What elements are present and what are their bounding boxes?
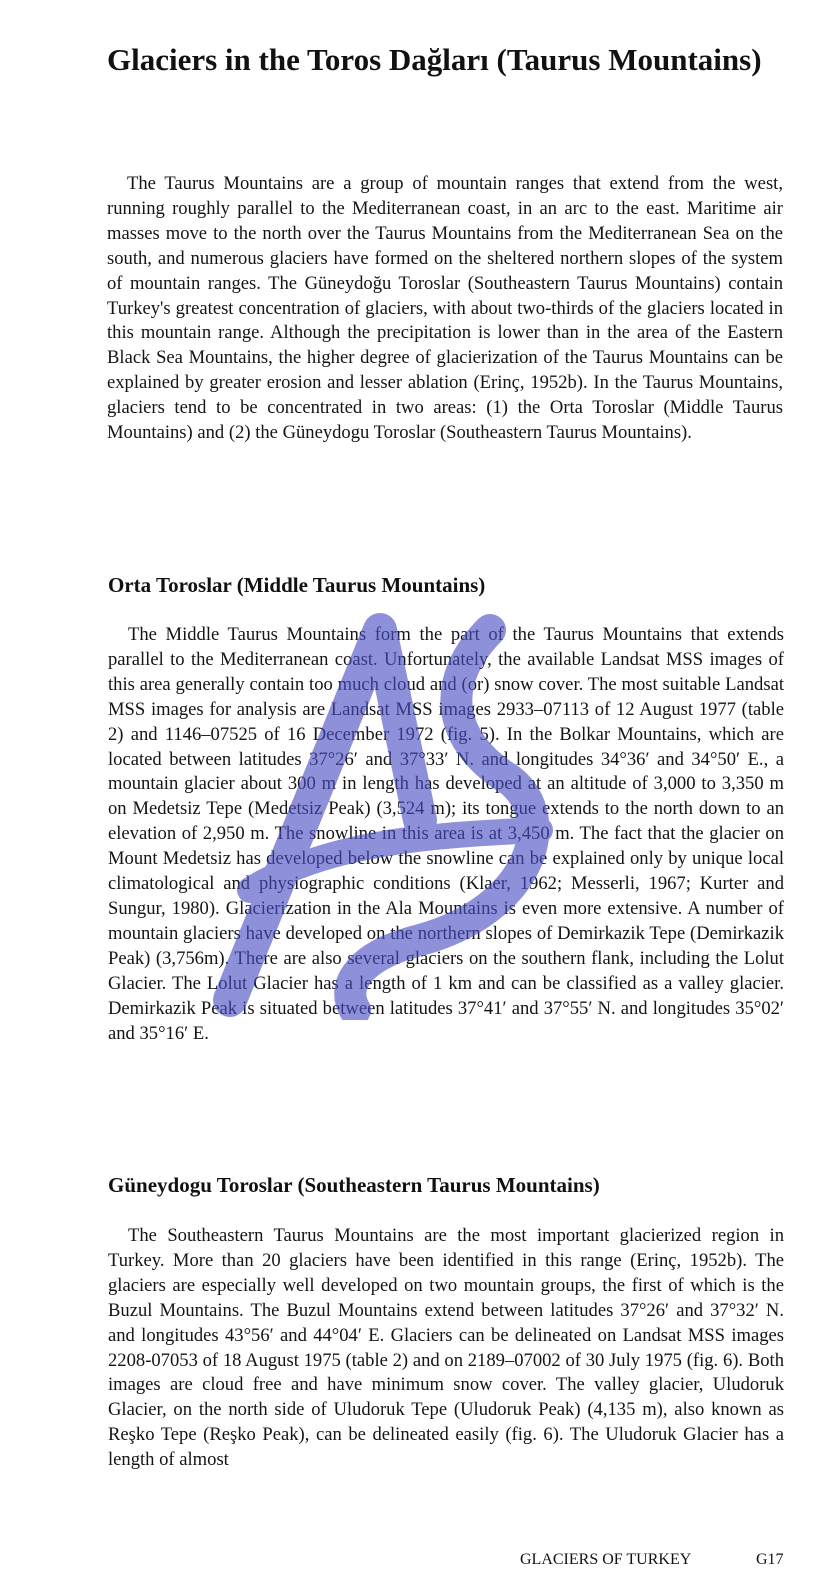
- section-heading-guneydogu-toroslar: Güneydogu Toroslar (Southeastern Taurus Mountains): [108, 1173, 600, 1197]
- section-heading-orta-toroslar: Orta Toroslar (Middle Taurus Mountains): [108, 573, 486, 597]
- guneydogu-toroslar-paragraph: The Southeastern Taurus Mountains are the most important glacierized region in Turkey. More than 20 glaciers have been identified in this range (Erinç, 1952b). The glaciers are especially well developed on two mountain groups, the first of which is the Buzul Mountains. The Buzul Mountains extend between latitudes 37°26′ and 37°32′ N. and longitudes 43°56′ and 44°04′ E. Glaciers can be delineated on Landsat MSS images 2208-07053 of 18 August 1975 (table 2) and on 2189–07002 of 30 July 1975 (fig. 6). Both images are cloud free and have minimum snow cover. The valley glacier, Uludoruk Glacier, on the north side of Uludoruk Tepe (Uludoruk Peak) (4,135 m), also known as Reşko Tepe (Reşko Peak), can be delineated easily (fig. 6). The Uludoruk Glacier has a length of almost: [108, 1225, 784, 1471]
- intro-paragraph: The Taurus Mountains are a group of mountain ranges that extend from the west, running roughly parallel to the Mediterranean coast, in an arc to the east. Maritime air masses move to the north over the Taurus Mountains from the Mediterranean Sea on the south, and numerous glaciers have formed on the sheltered northern slopes of the system of mountain ranges. The Güneydoğu Toroslar (Southeastern Taurus Mountains) contain Turkey's greatest concentration of glaciers, with about two-thirds of the glaciers located in this mountain range. Although the precipitation is lower than in the area of the Eastern Black Sea Mountains, the higher degree of glacierization of the Taurus Mountains can be explained by greater erosion and lesser ablation (Erinç, 1952b). In the Taurus Mountains, glaciers tend to be concentrated in two areas: (1) the Orta Toroslar (Middle Taurus Mountains) and (2) the Güneydogu Toroslar (Southeastern Taurus Mountains).: [107, 173, 783, 444]
- footer-title: GLACIERS OF TURKEY: [520, 1551, 692, 1568]
- orta-toroslar-paragraph: The Middle Taurus Mountains form the part of the Taurus Mountains that extends parallel to the Mediterranean coast. Unfortunately, the available Landsat MSS images of this area generally contain too much cloud and (or) snow cover. The most suitable Landsat MSS images for analysis are Landsat MSS images 2933–07113 of 12 August 1977 (table 2) and 1146–07525 of 16 December 1972 (fig. 5). In the Bolkar Mountains, which are located between latitudes 37°26′ and 37°33′ N. and longitudes 34°36′ and 34°50′ E., a mountain glacier about 300 m in length has developed at an altitude of 3,000 to 3,350 m on Medetsiz Tepe (Medetsiz Peak) (3,524 m); its tongue extends to the north down to an elevation of 2,950 m. The snowline in this area is at 3,450 m. The fact that the glacier on Mount Medetsiz has developed below the snowline can be explained only by unique local climatological and physiographic conditions (Klaer, 1962; Messerli, 1967; Kurter and Sungur, 1980). Glacierization in the Ala Mountains is even more extensive. A number of mountain glaciers have developed on the northern slopes of Demirkazik Tepe (Demirkazik Peak) (3,756m). There are also several glaciers on the southern flank, including the Lolut Glacier. The Lolut Glacier has a length of 1 km and can be classified as a valley glacier. Demirkazik Peak is situated between latitudes 37°41′ and 37°55′ N. and longitudes 35°02′ and 35°16′ E.: [108, 624, 784, 1044]
- page-number: G17: [756, 1551, 784, 1568]
- page-title: Glaciers in the Toros Dağları (Taurus Mountains): [107, 42, 762, 77]
